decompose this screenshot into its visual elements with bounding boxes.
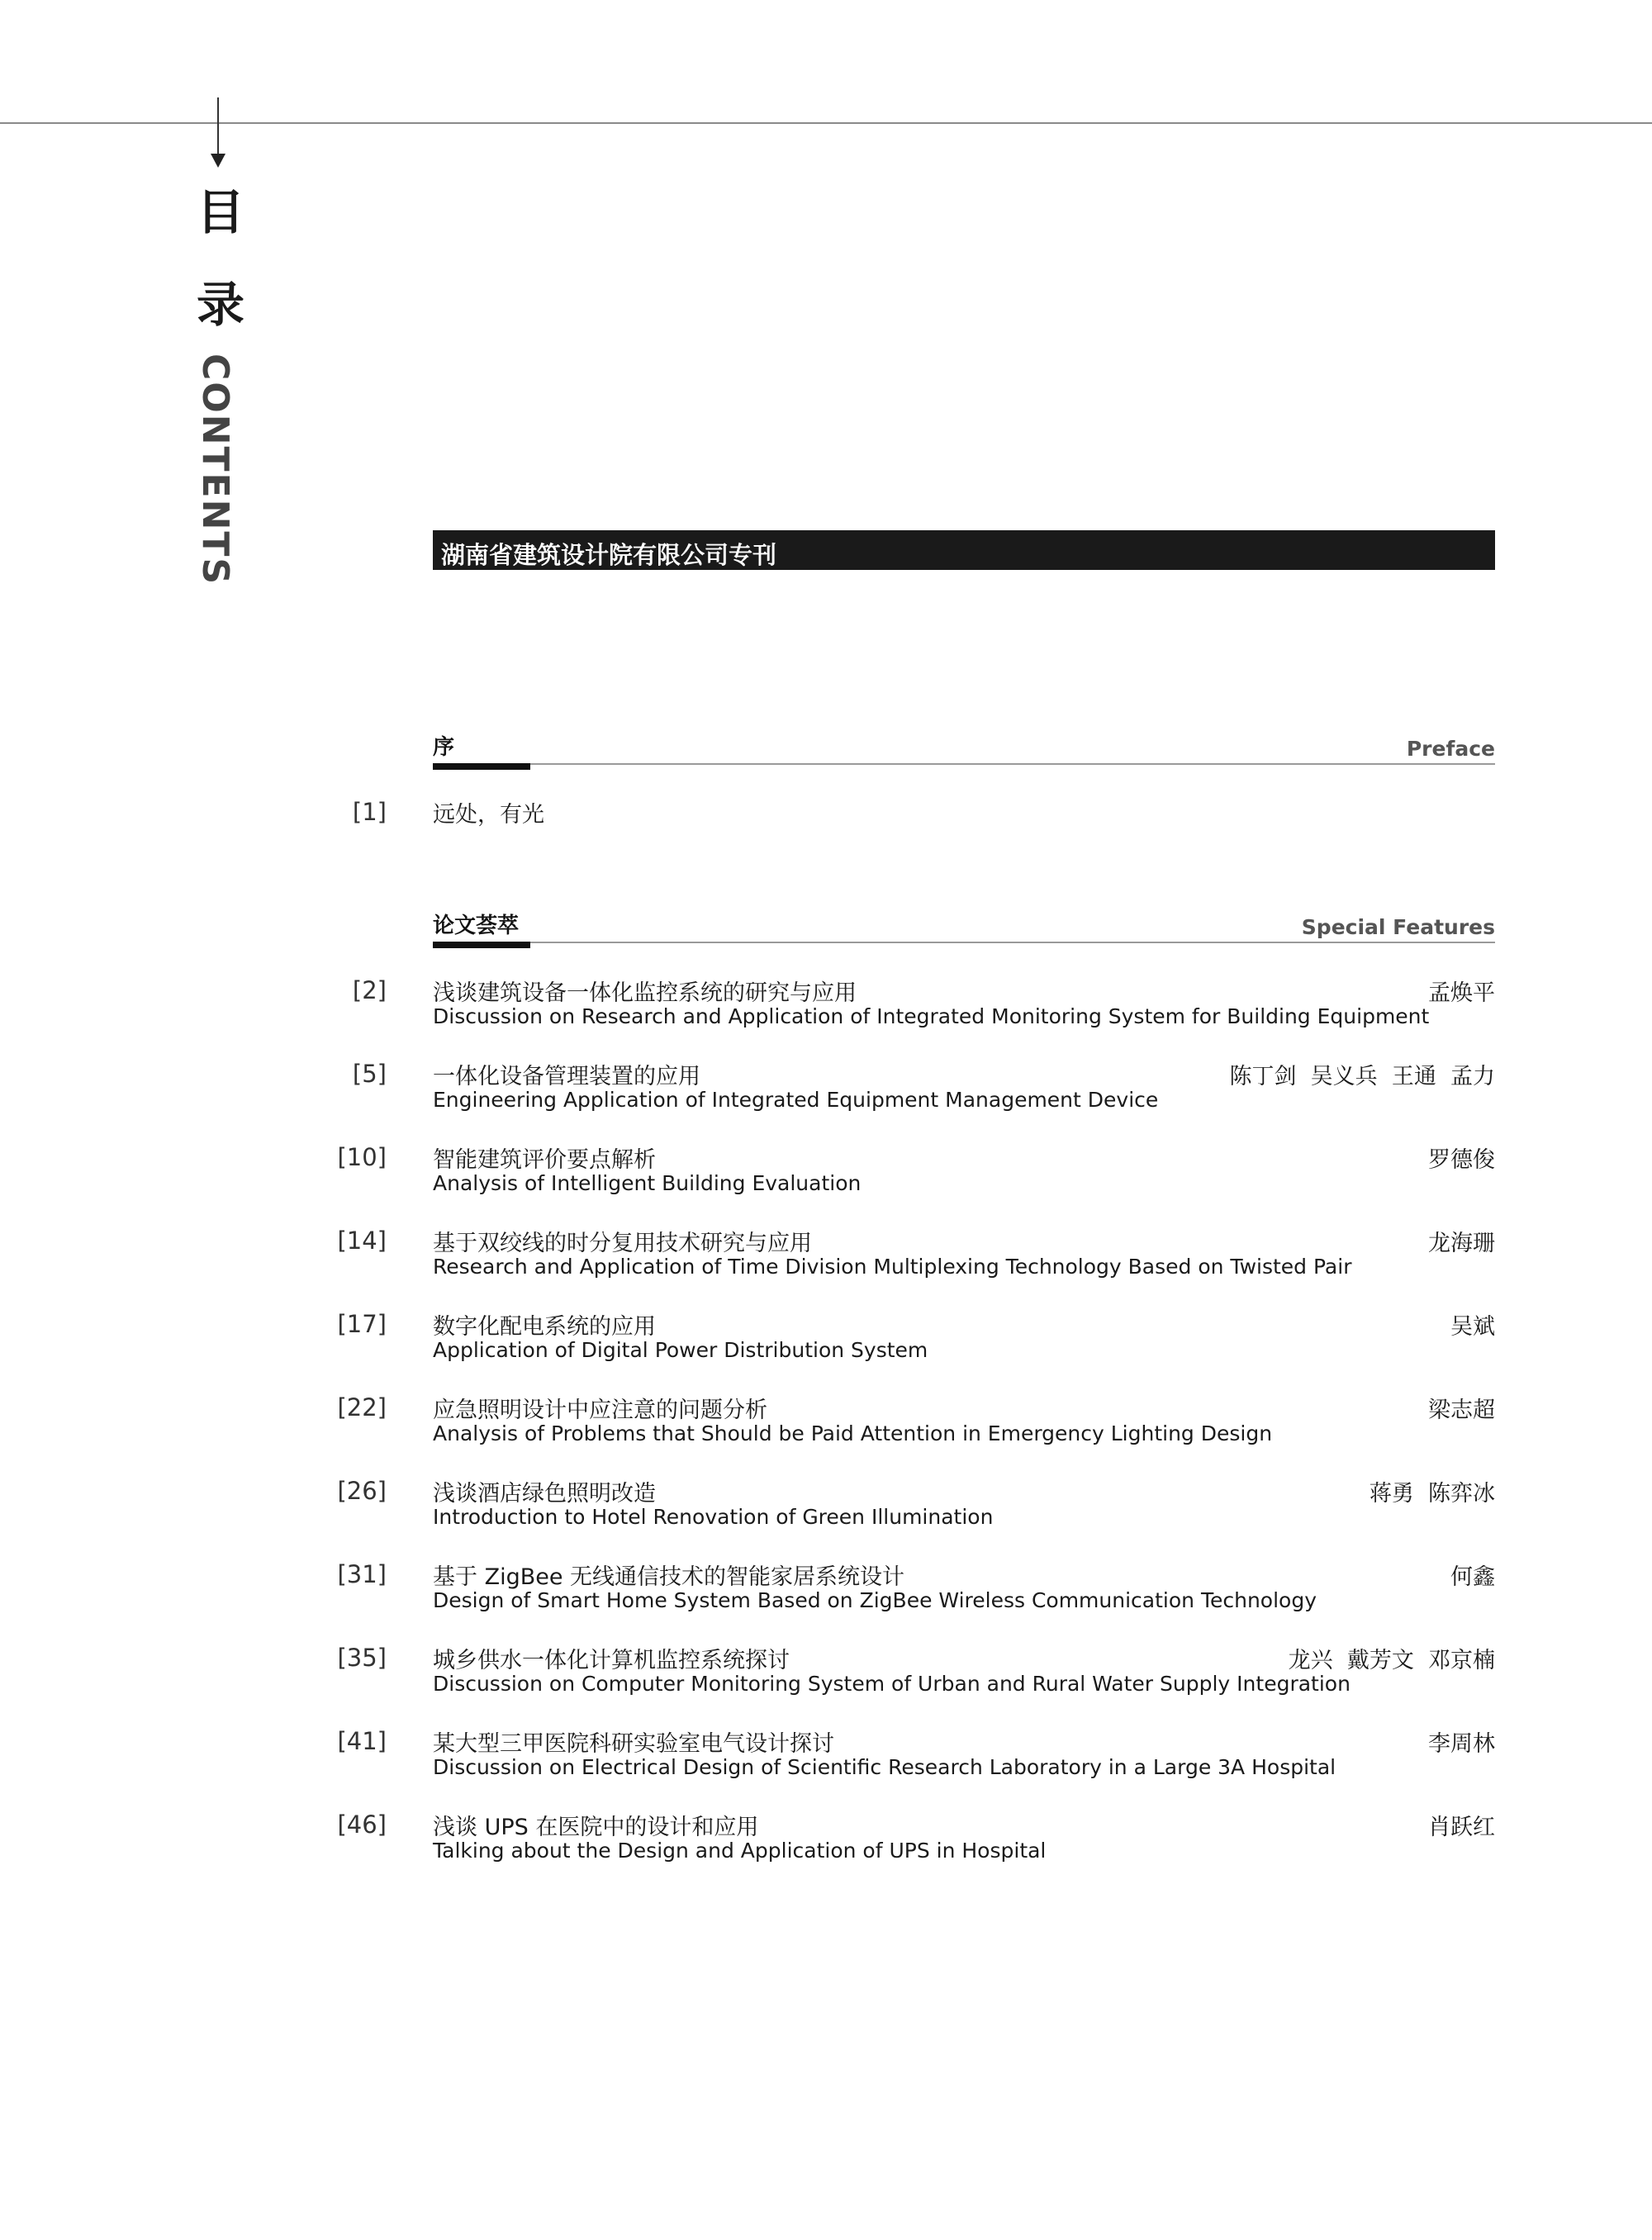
entry-title-cn: 基于 ZigBee 无线通信技术的智能家居系统设计 (433, 1564, 905, 1590)
entry-title-cn: 浅谈建筑设备一体化监控系统的研究与应用 (433, 980, 857, 1006)
toc-entry[interactable] (0, 1141, 1652, 1208)
special-issue-banner (433, 530, 1495, 570)
arrow-line (217, 97, 219, 155)
entry-authors: 孟焕平 (1428, 980, 1495, 1006)
toc-entry[interactable] (0, 1725, 1652, 1792)
section-accent-bar (433, 763, 530, 770)
entry-title-en: Application of Digital Power Distribution System (433, 1338, 928, 1362)
toc-entry[interactable] (0, 1058, 1652, 1124)
toc-entry[interactable] (0, 1475, 1652, 1541)
entry-page-number: [26] (337, 1477, 387, 1505)
entry-title-cn: 基于双绞线的时分复用技术研究与应用 (433, 1231, 812, 1256)
section-rule (433, 942, 1495, 943)
entry-title-en: Analysis of Intelligent Building Evaluation (433, 1171, 862, 1195)
entry-title-en: Research and Application of Time Division Multiplexing Technology Based on Twisted Pair (433, 1255, 1352, 1279)
entry-page-number: [22] (337, 1393, 387, 1421)
entry-title-en: Introduction to Hotel Renovation of Green Illumination (433, 1505, 994, 1529)
entry-authors: 肖跃红 (1428, 1815, 1495, 1840)
section-title-cn: 序 (433, 735, 455, 760)
entry-page-number: [31] (337, 1560, 387, 1588)
entry-title-cn: 浅谈酒店绿色照明改造 (433, 1481, 656, 1507)
entry-title-cn: 浅谈 UPS 在医院中的设计和应用 (433, 1815, 759, 1840)
entry-authors: 蒋勇 陈弈冰 (1369, 1481, 1495, 1507)
section-title-en: Special Features (1301, 915, 1495, 939)
contents-title-cn-1: 目 (196, 184, 244, 240)
entry-title-en: Discussion on Computer Monitoring System of Urban and Rural Water Supply Integration (433, 1672, 1351, 1696)
toc-entry[interactable] (0, 975, 1652, 1041)
entry-title-cn: 数字化配电系统的应用 (433, 1314, 656, 1340)
banner-text: 湖南省建筑设计院有限公司专刊 (441, 541, 777, 569)
section-rule (433, 763, 1495, 765)
entry-authors: 吴斌 (1450, 1314, 1495, 1340)
arrow-down-icon (211, 154, 225, 168)
entry-title-cn: 城乡供水一体化计算机监控系统探讨 (433, 1648, 790, 1673)
entry-authors: 陈丁剑 吴义兵 王通 孟力 (1229, 1064, 1495, 1089)
entry-title-cn: 智能建筑评价要点解析 (433, 1147, 656, 1173)
section-accent-bar (433, 942, 530, 948)
entry-title-cn: 远处，有光 (433, 802, 544, 828)
toc-entry[interactable] (0, 1642, 1652, 1708)
entry-page-number: [14] (337, 1227, 387, 1255)
entry-page-number: [1] (352, 798, 387, 826)
entry-authors: 龙兴 戴芳文 邓京楠 (1288, 1648, 1495, 1673)
section-title-en: Preface (1406, 737, 1495, 761)
section-header-special-features (433, 909, 1495, 958)
entry-authors: 李周林 (1428, 1731, 1495, 1757)
contents-title-cn-2: 录 (196, 277, 244, 333)
toc-entry[interactable] (0, 1225, 1652, 1291)
entry-title-en: Engineering Application of Integrated Equipment Management Device (433, 1088, 1159, 1112)
toc-entry[interactable] (0, 1559, 1652, 1625)
entry-title-cn: 一体化设备管理装置的应用 (433, 1064, 700, 1089)
entry-authors: 梁志超 (1428, 1398, 1495, 1423)
section-title-cn: 论文荟萃 (433, 914, 520, 938)
entry-authors: 罗德俊 (1428, 1147, 1495, 1173)
entry-page-number: [35] (337, 1644, 387, 1672)
entry-authors: 龙海珊 (1428, 1231, 1495, 1256)
entry-page-number: [17] (337, 1310, 387, 1338)
toc-entry[interactable] (0, 1308, 1652, 1374)
entry-title-en: Design of Smart Home System Based on ZigBee Wireless Communication Technology (433, 1588, 1317, 1612)
entry-title-en: Analysis of Problems that Should be Paid Attention in Emergency Lighting Design (433, 1421, 1273, 1445)
entry-title-cn: 某大型三甲医院科研实验室电气设计探讨 (433, 1731, 834, 1757)
toc-entry[interactable] (0, 1392, 1652, 1458)
entry-page-number: [41] (337, 1727, 387, 1755)
header-rule (0, 122, 1652, 124)
section-header-preface (433, 730, 1495, 780)
entry-page-number: [2] (352, 976, 387, 1004)
entry-title-cn: 应急照明设计中应注意的问题分析 (433, 1398, 767, 1423)
entry-page-number: [46] (337, 1811, 387, 1839)
entry-title-en: Discussion on Research and Application of Integrated Monitoring System for Building Equipment (433, 1004, 1430, 1028)
entry-page-number: [10] (337, 1143, 387, 1171)
toc-entry[interactable] (0, 796, 1652, 862)
contents-title-en: CONTENTS (194, 354, 236, 586)
entry-authors: 何鑫 (1450, 1564, 1495, 1590)
entry-title-en: Talking about the Design and Application of UPS in Hospital (433, 1839, 1047, 1863)
toc-entry[interactable] (0, 1809, 1652, 1875)
entry-title-en: Discussion on Electrical Design of Scientific Research Laboratory in a Large 3A Hospital (433, 1755, 1336, 1779)
entry-page-number: [5] (352, 1060, 387, 1088)
